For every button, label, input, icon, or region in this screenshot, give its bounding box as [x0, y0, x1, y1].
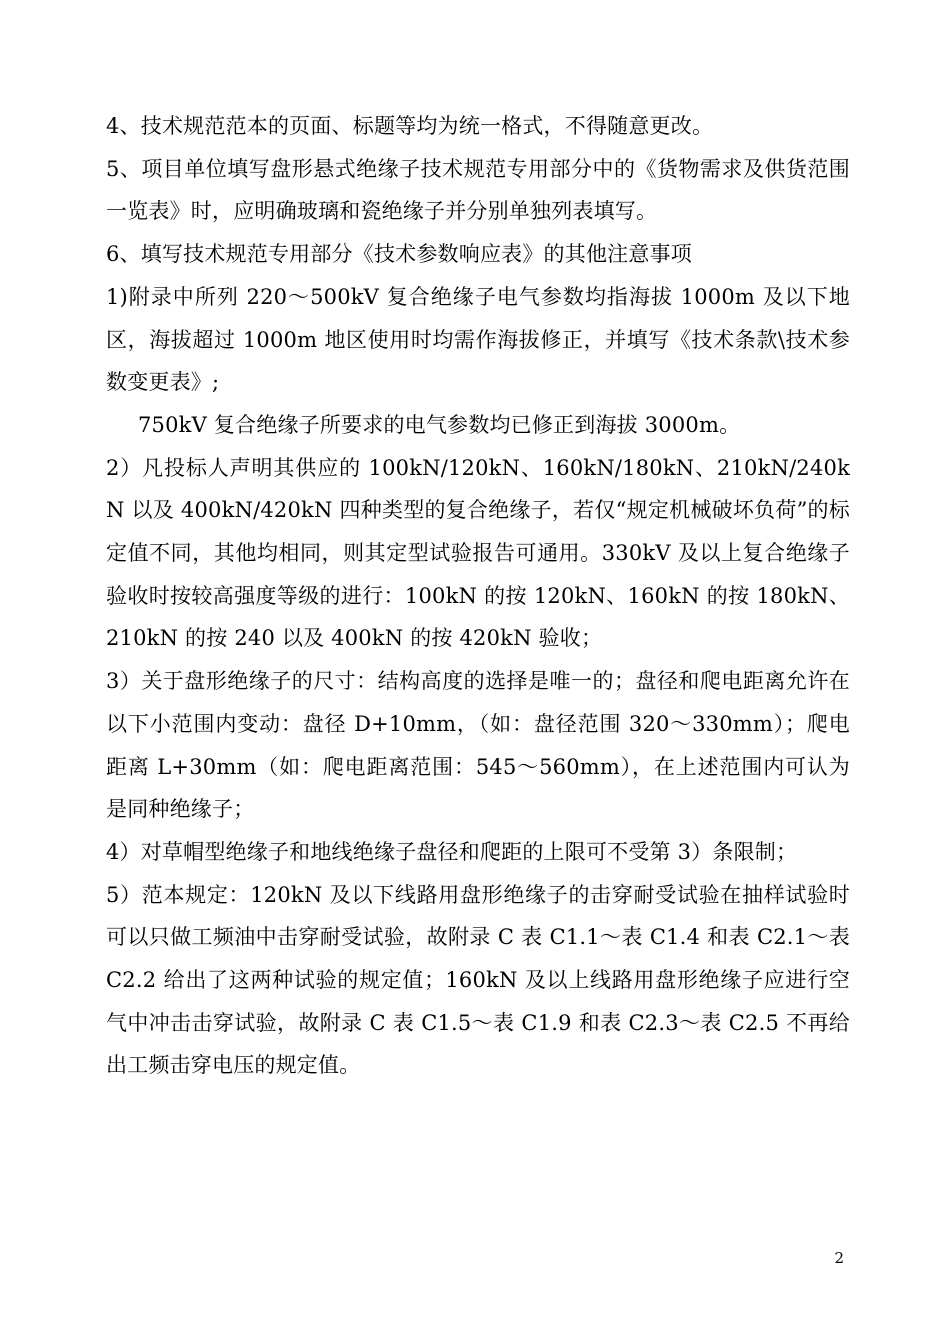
paragraph-note-1: 1)附录中所列 220～500kV 复合绝缘子电气参数均指海拔 1000m 及以下地区，海拔超过 1000m 地区使用时均需作海拔修正，并填写《技术条款\技术参数变更表》;	[106, 284, 850, 395]
paragraph-note-4: 4）对草帽型绝缘子和地线绝缘子盘径和爬距的上限可不受第 3）条限制；	[106, 839, 798, 864]
page-number: 2	[834, 1249, 844, 1267]
paragraph-note-5: 5）范本规定：120kN 及以下线路用盘形绝缘子的击穿耐受试验在抽样试验时可以只做工频油中击穿耐受试验，故附录 C 表 C1.1～表 C1.4 和表 C2.1～表 C2.2 给出了这两种试验的规定值；160kN 及以上线路用盘形绝缘子应进行空气中冲击击穿试验，故附录 C 表 C1.5～表 C1.9 和表 C2.3～表 C2.5 不再给出工频击穿电压的规定值。	[106, 882, 850, 1078]
paragraph-note-1-continued: 750kV 复合绝缘子所要求的电气参数均已修正到海拔 3000m。	[138, 412, 741, 437]
paragraph-note-2: 2）凡投标人声明其供应的 100kN/120kN、160kN/180kN、210kN/240kN 以及 400kN/420kN 四种类型的复合绝缘子，若仅“规定机械破坏负荷”的标定值不同，其他均相同，则其定型试验报告可通用。330kV 及以上复合绝缘子验收时按较高强度等级的进行：100kN 的按 120kN、160kN 的按 180kN、210kN 的按 240 以及 400kN 的按 420kN 验收；	[106, 455, 850, 651]
paragraph-item-4: 4、技术规范范本的页面、标题等均为统一格式，不得随意更改。	[106, 114, 714, 138]
document-body	[106, 105, 850, 1087]
paragraph-note-3: 3）关于盘形绝缘子的尺寸：结构高度的选择是唯一的；盘径和爬电距离允许在以下小范围内变动：盘径 D+10mm，（如：盘径范围 320～330mm）；爬电距离 L+30mm（如：爬电距离范围：545～560mm），在上述范围内可认为是同种绝缘子；	[106, 669, 850, 822]
paragraph-item-6: 6、填写技术规范专用部分《技术参数响应表》的其他注意事项	[106, 242, 692, 267]
paragraph-item-5: 5、项目单位填写盘形悬式绝缘子技术规范专用部分中的《货物需求及供货范围一览表》时，应明确玻璃和瓷绝缘子并分别单独列表填写。	[106, 156, 850, 224]
